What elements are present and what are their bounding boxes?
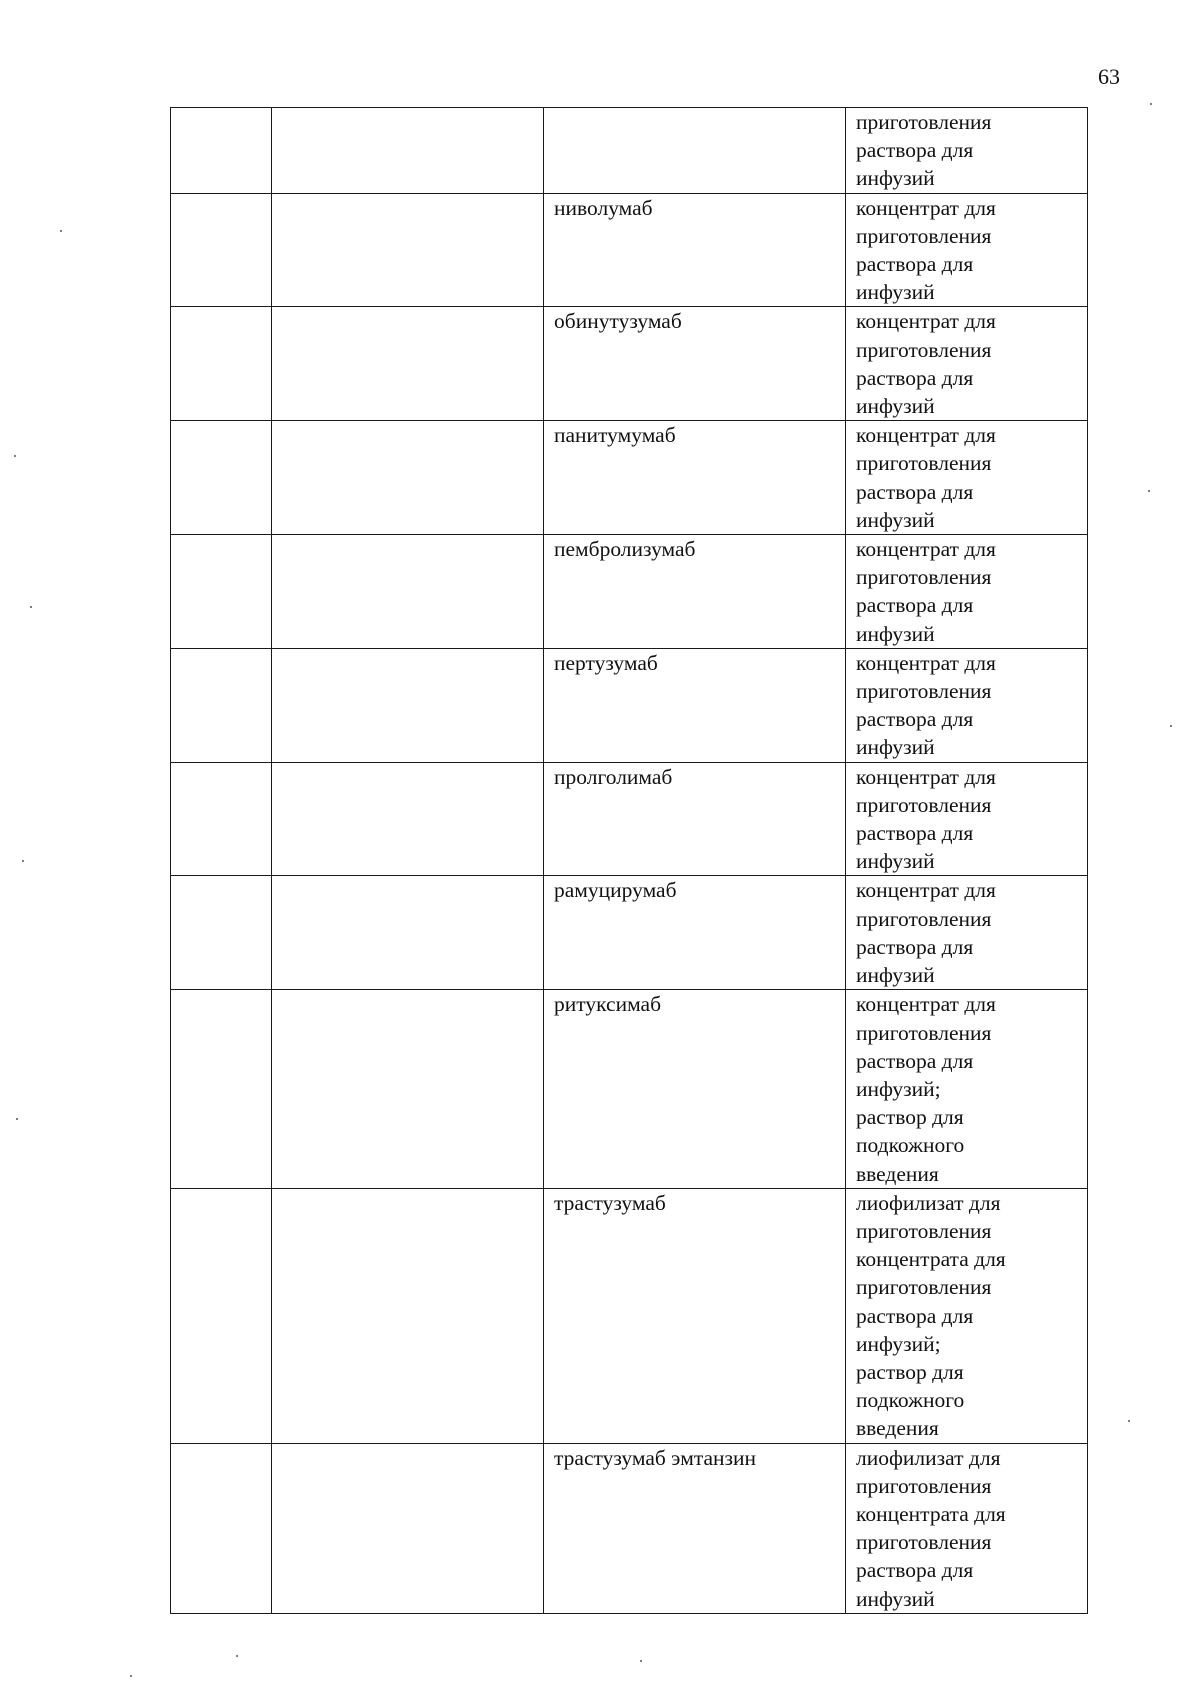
table-row xyxy=(171,193,1088,307)
drug-name-cell: трастузумаб xyxy=(544,1188,846,1443)
dosage-form-cell: лиофилизат для приготовления концентрата для приготовления раствора для инфузий xyxy=(846,1443,1088,1613)
anatomical-group-cell xyxy=(272,193,544,307)
dosage-form-cell: концентрат для приготовления раствора для инфузий xyxy=(846,876,1088,990)
page-number: 63 xyxy=(1098,64,1120,89)
dosage-form-cell: концентрат для приготовления раствора для инфузий xyxy=(846,535,1088,649)
atc-code-cell xyxy=(171,421,272,535)
scan-speck xyxy=(1170,725,1172,727)
anatomical-group-cell xyxy=(272,1443,544,1613)
anatomical-group-cell xyxy=(272,648,544,762)
scan-speck xyxy=(130,1675,132,1677)
atc-code-cell xyxy=(171,876,272,990)
table-row xyxy=(171,307,1088,421)
anatomical-group-cell xyxy=(272,307,544,421)
scan-speck xyxy=(640,1660,642,1662)
atc-code-cell xyxy=(171,1188,272,1443)
atc-code-cell xyxy=(171,648,272,762)
table-row xyxy=(171,421,1088,535)
scan-speck xyxy=(16,1118,18,1120)
drug-name-cell: обинутузумаб xyxy=(544,307,846,421)
dosage-form-cell: концентрат для приготовления раствора для инфузий xyxy=(846,193,1088,307)
anatomical-group-cell xyxy=(272,762,544,876)
scan-speck xyxy=(1128,1420,1130,1422)
drug-name-cell: пролголимаб xyxy=(544,762,846,876)
atc-code-cell xyxy=(171,762,272,876)
table-row xyxy=(171,1188,1088,1443)
anatomical-group-cell xyxy=(272,535,544,649)
anatomical-group-cell xyxy=(272,421,544,535)
scan-speck xyxy=(1148,490,1150,492)
table-row xyxy=(171,762,1088,876)
atc-code-cell xyxy=(171,1443,272,1613)
table-row xyxy=(171,648,1088,762)
table-row xyxy=(171,876,1088,990)
dosage-form-cell: концентрат для приготовления раствора для инфузий xyxy=(846,421,1088,535)
dosage-form-cell: концентрат для приготовления раствора для инфузий; раствор для подкожного введения xyxy=(846,990,1088,1188)
atc-code-cell xyxy=(171,108,272,194)
table-row xyxy=(171,108,1088,194)
anatomical-group-cell xyxy=(272,990,544,1188)
anatomical-group-cell xyxy=(272,1188,544,1443)
atc-code-cell xyxy=(171,307,272,421)
scan-speck xyxy=(1150,103,1152,105)
dosage-form-cell: лиофилизат для приготовления концентрата для приготовления раствора для инфузий; раствор для подкожного введения xyxy=(846,1188,1088,1443)
drug-name-cell: рамуцирумаб xyxy=(544,876,846,990)
dosage-form-cell: приготовления раствора для инфузий xyxy=(846,108,1088,194)
scan-speck xyxy=(22,860,24,862)
dosage-form-cell: концентрат для приготовления раствора для инфузий xyxy=(846,307,1088,421)
scan-speck xyxy=(236,1655,238,1657)
drug-name-cell: ритуксимаб xyxy=(544,990,846,1188)
drug-name-cell: панитумумаб xyxy=(544,421,846,535)
atc-code-cell xyxy=(171,193,272,307)
dosage-form-cell: концентрат для приготовления раствора для инфузий xyxy=(846,762,1088,876)
table-row xyxy=(171,1443,1088,1613)
drug-table xyxy=(170,107,1088,1614)
drug-name-cell: пертузумаб xyxy=(544,648,846,762)
anatomical-group-cell xyxy=(272,108,544,194)
scan-speck xyxy=(30,606,32,608)
table-row xyxy=(171,990,1088,1188)
drug-name-cell: пембролизумаб xyxy=(544,535,846,649)
scan-speck xyxy=(60,230,62,232)
drug-name-cell xyxy=(544,108,846,194)
drug-name-cell: ниволумаб xyxy=(544,193,846,307)
atc-code-cell xyxy=(171,990,272,1188)
dosage-form-cell: концентрат для приготовления раствора для инфузий xyxy=(846,648,1088,762)
scan-speck xyxy=(14,455,16,457)
atc-code-cell xyxy=(171,535,272,649)
anatomical-group-cell xyxy=(272,876,544,990)
drug-name-cell: трастузумаб эмтанзин xyxy=(544,1443,846,1613)
table-row xyxy=(171,535,1088,649)
